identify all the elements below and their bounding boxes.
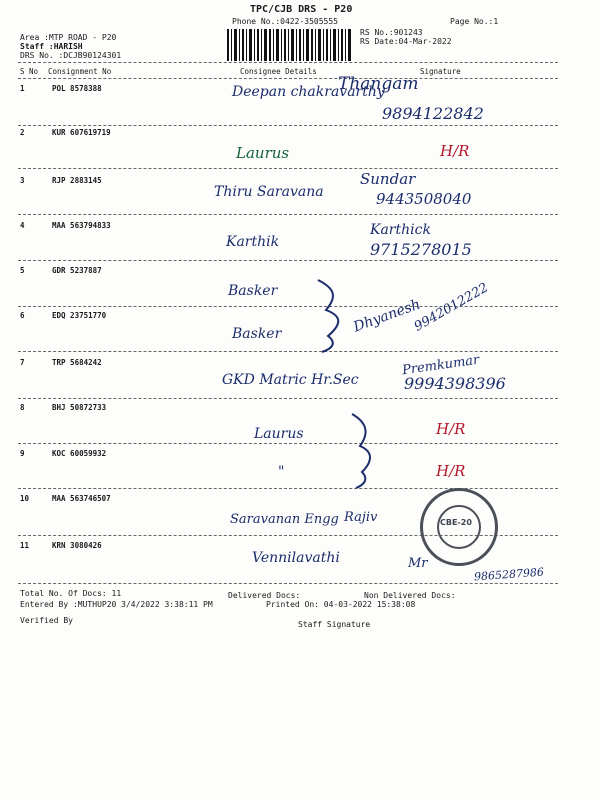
handwritten-signature: Mr bbox=[408, 556, 428, 571]
handwritten-mark: H/R bbox=[436, 462, 466, 480]
handwritten-consignee: Vennilavathi bbox=[252, 550, 340, 566]
row-sno: 9 bbox=[20, 449, 25, 458]
handwritten-signature: Sundar bbox=[360, 170, 416, 188]
handwritten-mark: H/R bbox=[436, 420, 466, 438]
divider bbox=[18, 168, 558, 169]
divider bbox=[18, 62, 558, 63]
handwritten-consignee: Thiru Saravana bbox=[214, 184, 324, 200]
brace-icon bbox=[348, 410, 378, 490]
handwritten-consignee: Basker bbox=[232, 326, 282, 342]
row-sno: 6 bbox=[20, 311, 25, 320]
rs-number: RS No.:901243 bbox=[360, 28, 423, 37]
consignment-number: EDQ 23751770 bbox=[52, 311, 107, 320]
divider bbox=[18, 125, 558, 126]
consignment-number: TRP 5684242 bbox=[52, 358, 102, 367]
divider bbox=[18, 260, 558, 261]
drs-number: DRS No. :DCJB90124301 bbox=[20, 51, 122, 60]
entered-by: Entered By :MUTHUP20 3/4/2022 3:38:11 PM bbox=[20, 600, 213, 609]
rs-date: RS Date:04-Mar-2022 bbox=[360, 37, 452, 46]
consignment-number: POL 8578388 bbox=[52, 84, 102, 93]
consignment-number: MAA 563746507 bbox=[52, 494, 111, 503]
col-consignee: Consignee Details bbox=[240, 67, 317, 76]
divider bbox=[18, 398, 558, 399]
handwritten-phone: 9865287986 bbox=[473, 565, 545, 584]
divider bbox=[18, 488, 558, 489]
col-consignment: Consignment No bbox=[48, 67, 112, 76]
handwritten-mark: H/R bbox=[440, 142, 470, 160]
divider bbox=[18, 443, 558, 444]
handwritten-consignee: Saravanan Engg bbox=[230, 512, 339, 527]
handwritten-signature: Thangam bbox=[338, 74, 419, 94]
row-sno: 5 bbox=[20, 266, 25, 275]
handwritten-phone: 9994398396 bbox=[404, 374, 506, 393]
row-sno: 10 bbox=[20, 494, 30, 503]
handwritten-consignee: Laurus bbox=[254, 426, 304, 442]
handwritten-consignee: Basker bbox=[228, 283, 278, 299]
consignment-number: MAA 563794833 bbox=[52, 221, 111, 230]
stamp-text: CBE-20 bbox=[440, 518, 472, 527]
handwritten-consignee: Laurus bbox=[236, 144, 290, 162]
consignment-number: KRN 3080426 bbox=[52, 541, 102, 550]
printed-on: Printed On: 04-03-2022 15:38:08 bbox=[266, 600, 416, 609]
verified-by: Verified By bbox=[20, 616, 73, 625]
handwritten-signature: Dhyanesh bbox=[351, 296, 423, 336]
barcode bbox=[227, 29, 351, 61]
handwritten-signature: Karthick bbox=[370, 222, 431, 238]
handwritten-phone: 9443508040 bbox=[376, 190, 472, 208]
divider bbox=[18, 306, 558, 307]
total-docs: Total No. Of Docs: 11 bbox=[20, 589, 122, 598]
brace-icon bbox=[312, 276, 348, 356]
row-sno: 7 bbox=[20, 358, 25, 367]
delivered-docs: Delivered Docs: bbox=[228, 591, 301, 600]
consignment-number: BHJ 50872733 bbox=[52, 403, 107, 412]
divider bbox=[18, 214, 558, 215]
handwritten-consignee: GKD Matric Hr.Sec bbox=[222, 372, 359, 388]
handwritten-phone: 9715278015 bbox=[370, 240, 472, 259]
staff-signature: Staff Signature bbox=[298, 620, 371, 629]
handwritten-consignee: Deepan chakravarthy bbox=[232, 84, 385, 100]
consignment-number: RJP 2883145 bbox=[52, 176, 102, 185]
non-delivered-docs: Non Delivered Docs: bbox=[364, 591, 456, 600]
row-sno: 8 bbox=[20, 403, 25, 412]
handwritten-phone: 9894122842 bbox=[382, 104, 484, 123]
phone-number: Phone No.:0422-3505555 bbox=[232, 17, 338, 26]
row-sno: 11 bbox=[20, 541, 30, 550]
divider bbox=[18, 78, 558, 79]
page-number: Page No.:1 bbox=[450, 17, 499, 26]
document-title: TPC/CJB DRS - P20 bbox=[250, 4, 353, 15]
handwritten-consignee: " bbox=[278, 464, 285, 480]
area: Area :MTP ROAD - P20 bbox=[20, 33, 117, 42]
col-sno: S No bbox=[20, 67, 39, 76]
row-sno: 2 bbox=[20, 128, 25, 137]
handwritten-signature: Rajiv bbox=[344, 510, 378, 525]
consignment-number: KUR 607619719 bbox=[52, 128, 111, 137]
staff-name: Staff :HARISH bbox=[20, 42, 83, 51]
handwritten-phone: 9942012222 bbox=[411, 280, 491, 335]
consignment-number: KOC 60059932 bbox=[52, 449, 107, 458]
stamp-seal bbox=[420, 488, 498, 566]
row-sno: 4 bbox=[20, 221, 25, 230]
handwritten-signature: Premkumar bbox=[401, 352, 481, 379]
row-sno: 3 bbox=[20, 176, 25, 185]
col-signature: Signature bbox=[420, 67, 461, 76]
handwritten-consignee: Karthik bbox=[226, 234, 280, 250]
consignment-number: GDR 5237887 bbox=[52, 266, 102, 275]
row-sno: 1 bbox=[20, 84, 25, 93]
